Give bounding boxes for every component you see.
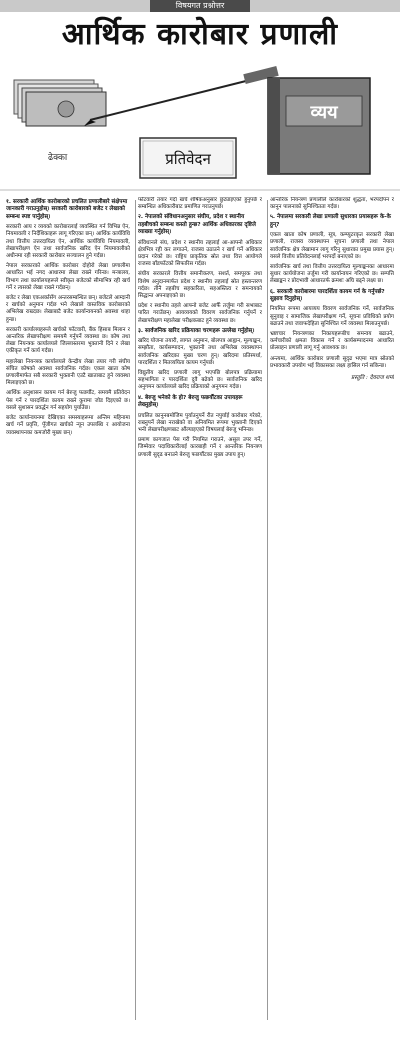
report-board-label: प्रतिवेदन [165,150,211,168]
answer-paragraph: नेपाल सरकारको आर्थिक कारोबार दोहोरो लेखा प्रणालीमा आधारित भई नगद आधारमा लेखा राख्ने गरिन्छ। मन्त्रालय, विभाग तथा कार्यालयहरूले स्वीकृत बजेटको सीमाभित्र रही खर्च गर्ने र त्यसको लेखा राख्ने गर्दछन्। [6,263,130,291]
question-heading: २. नेपालको संविधानअनुसार संघीय, प्रदेश र स्थानीय तहबीचको सम्बन्ध कस्तो हुन्छ? आर्थिक अधिकारका दृष्टिले व्याख्या गर्नुहोस्। [138,214,256,236]
pen-signature-label: ढेक्का [48,153,68,163]
question-heading: ४. बेरुजु भनेको के हो? बेरुजु फछर्यौटका उपायहरू लेख्नुहोस्। [138,394,243,409]
page-title: आर्थिक कारोबार प्रणाली [61,17,339,52]
answer-paragraph: नियमित रूपमा आयव्यय विवरण सार्वजनिक गर्ने, सार्वजनिक सुनुवाइ र सामाजिक लेखापरीक्षण गर्ने, सूचना प्रविधिको प्रयोग बढाउने तथा जवाफदेहिता सुनिश्चित गर्ने व्यवस्था मिलाउनुपर्छ। [270,306,394,327]
article-column [270,197,394,1025]
hero-illustration [0,60,400,195]
article-column [138,197,262,1025]
answer-paragraph: प्रदेश र स्थानीय तहले आफ्नो बजेट आफैँ तर्जुमा गरी सभाबाट पारित गराउँछन्। आयव्ययको विवरण सार्वजनिक गर्नुपर्ने र लेखापरीक्षण महालेखा परीक्षकबाट हुने व्यवस्था छ। [138,303,262,324]
answer-paragraph: आन्तरिक नियन्त्रण प्रणालीले कारोबारको शुद्धता, भरपर्दोपन र कानुन पालनाको सुनिश्चितता गर्दछ। [270,197,394,211]
answer-paragraph: विद्युतीय खरिद प्रणाली लागू भएपछि बोलपत्र प्रक्रियामा सहभागिता र पारदर्शिता दुवै बढेको छ। सार्वजनिक खरिद अनुगमन कार्यालयले खरिद प्रक्रियाको अनुगमन गर्दछ। [138,370,262,391]
answer-paragraph: बजेट र लेखा एकअर्कासँग अन्तरसम्बन्धित छन्। बजेटले आम्दानी र खर्चको अनुमान गर्दछ भने लेखाले वास्तविक कारोबारको अभिलेख राख्दछ। लेखाबाटै बजेट कार्यान्वयनको अवस्था थाहा हुन्छ। [6,295,130,323]
answer-paragraph: संविधानले संघ, प्रदेश र स्थानीय तहलाई आ-आफ्नो अधिकार क्षेत्रभित्र रही कर लगाउने, राजस्व उठाउने र खर्च गर्ने अधिकार प्रदान गरेको छ। राष्ट्रिय प्राकृतिक स्रोत तथा वित्त आयोगले राजस्व बाँडफाँटको सिफारिस गर्दछ। [138,239,262,268]
report-board [140,138,236,178]
answer-paragraph: सरकारी कार्यालयहरूले खर्चको फाँटवारी, बैंक हिसाब मिलान र आन्तरिक लेखापरीक्षण समयमै गर्नुपर्ने व्यवस्था छ। कोष तथा लेखा नियन्त्रक कार्यालयले जिल्लास्तरमा भुक्तानी दिने र लेखा एकीकृत गर्ने कार्य गर्दछ। [6,326,130,355]
question-heading: ६. सरकारी कारोबारमा पारदर्शिता कायम गर्न के गर्नुपर्छ? सुझाव दिनुहोस्। [270,288,385,303]
answer-paragraph: महालेखा नियन्त्रक कार्यालयले केन्द्रीय लेखा तयार गरी संघीय संचित कोषको अवस्था सार्वजनिक गर्दछ। एकल खाता कोष प्रणालीमार्फत सबै सरकारी भुक्तानी एउटै खाताबाट हुने व्यवस्था मिलाइएको छ। [6,358,130,387]
book-title: व्यय [310,102,338,123]
question-heading: १. सरकारी आर्थिक कारोबारको प्रचलित प्रणालीबारे संक्षेपमा जानकारी गराउनुहोस्। सरकारी कारोबारको बजेट र लेखाको सम्बन्ध स्पष्ट पार्नुहोस्। [6,199,128,220]
question-heading: ३. सार्वजनिक खरिद प्रक्रियाका चरणहरू उल्लेख गर्नुहोस्। [138,327,255,334]
answer-paragraph: एकल खाता कोष प्रणाली, सूत्र, कम्प्युटरकृत सरकारी लेखा प्रणाली, राजस्व व्यवस्थापन सूचना प्रणाली तथा नेपाल सार्वजनिक क्षेत्र लेखामान लागू गरिनु सुधारका प्रमुख प्रयास हुन्। यसले वित्तीय प्रतिवेदनलाई भरपर्दो बनाएको छ। [270,232,394,260]
answer-paragraph: अन्त्यमा, आर्थिक कारोबार प्रणाली सुदृढ भएमा मात्र स्रोतको प्रभावकारी उपयोग भई विकासका लक्ष्य हासिल गर्न सकिन्छ। [270,355,394,369]
answer-paragraph: भ्रष्टाचार नियन्त्रणका निकायहरूबीच समन्वय बढाउने, कर्मचारीको क्षमता विकास गर्ने र कार्यसम्पादनमा आधारित प्रोत्साहन प्रणाली लागू गर्नु आवश्यक छ। [270,331,394,352]
answer-paragraph: सार्वजनिक खर्च तथा वित्तीय उत्तरदायित्व मूल्याङ्कनका आधारमा सुधार कार्ययोजना तर्जुमा गरी कार्यान्वयन गरिएको छ। सम्पत्ति लेखाङ्कन र प्रोदभावी आधारतर्फ क्रमशः अघि बढ्ने लक्ष्य छ। [270,264,394,285]
answer-paragraph: संघीय सरकारले वित्तीय समानीकरण, सशर्त, समपूरक तथा विशेष अनुदानमार्फत प्रदेश र स्थानीय तहलाई स्रोत हस्तान्तरण गर्दछ। तीनै तहबीच सहकारिता, सहअस्तित्व र समन्वयको सिद्धान्त अपनाइएको छ। [138,271,262,300]
answer-paragraph: बजेट कार्यान्वयनमा देखिएका समस्याहरूमा अन्तिम महिनामा खर्च गर्ने प्रवृत्ति, पूँजीगत खर्चको न्यून उपलब्धि र आयोजना व्यवस्थापनका कमजोरी मुख्य छन्। [6,415,130,436]
pen-icon [84,66,279,126]
article-body [6,197,394,1025]
answer-paragraph: खरिद योजना तयारी, लागत अनुमान, बोलपत्र आह्वान, मूल्याङ्कन, सम्झौता, कार्यसम्पादन, भुक्तानी तथा अभिलेख व्यवस्थापन सार्वजनिक खरिदका मुख्य चरण हुन्। खरिदमा प्रतिस्पर्धा, पारदर्शिता र मितव्ययिता कायम गर्नुपर्छ। [138,338,262,366]
question-heading: ५. नेपालमा सरकारी लेखा प्रणाली सुधारका प्रयासहरू के-के हुन्? [270,214,391,228]
answer-paragraph: प्रचलित कानुनबमोजिम पुर्याउनुपर्ने रीत नपुर्याई कारोबार गरेको, राख्नुपर्ने लेखा नराखेको वा अनियमित रूपमा भुक्तानी दिएको भनी लेखापरीक्षणबाट औंल्याइएको विषयलाई बेरुजु भनिन्छ। [138,412,262,433]
author-credit: प्रस्तुति : देवराज शर्मा [351,375,394,382]
expense-book-icon [268,78,370,174]
answer-paragraph: फाँटवारी तयार गर्दा खर्च शीर्षकअनुसार छुट्याइएको हुनुपर्छ र सम्बन्धित अधिकारीबाट प्रमाणित गराउनुपर्छ। [138,197,262,211]
answer-paragraph: प्रमाण कागजात पेस गरी नियमित गराउने, असुल उपर गर्ने, जिम्मेवार पदाधिकारीलाई कारबाही गर्ने र आन्तरिक नियन्त्रण प्रणाली सुदृढ बनाउने बेरुजु फछर्यौटका मुख्य उपाय हुन्। [138,437,262,458]
answer-paragraph: आर्थिक अनुशासन कायम गर्न बेरुजु फछर्यौट, समयमै प्रतिवेदन पेस गर्ने र पारदर्शिता कायम राख्ने कुरामा जोड दिइएको छ। यसले सुशासन प्रवर्द्धन गर्न सहयोग पुर्याउँछ। [6,390,130,411]
answer-paragraph: सरकारी आय र व्ययको कारोबारलाई व्यवस्थित गर्न विभिन्न ऐन, नियमावली र निर्देशिकाहरू लागू गरिएका छन्। आर्थिक कार्यविधि तथा वित्तीय उत्तरदायित्व ऐन, आर्थिक कार्यविधि नियमावली, लेखापरीक्षण ऐन तथा सार्वजनिक खरिद ऐन नियमावलीको अधीनमा रही सरकारी कारोबार सञ्चालन हुने गर्दछ। [6,224,130,260]
article-column [6,197,130,1025]
section-label: विषयगत प्रश्नोत्तर [150,0,250,12]
